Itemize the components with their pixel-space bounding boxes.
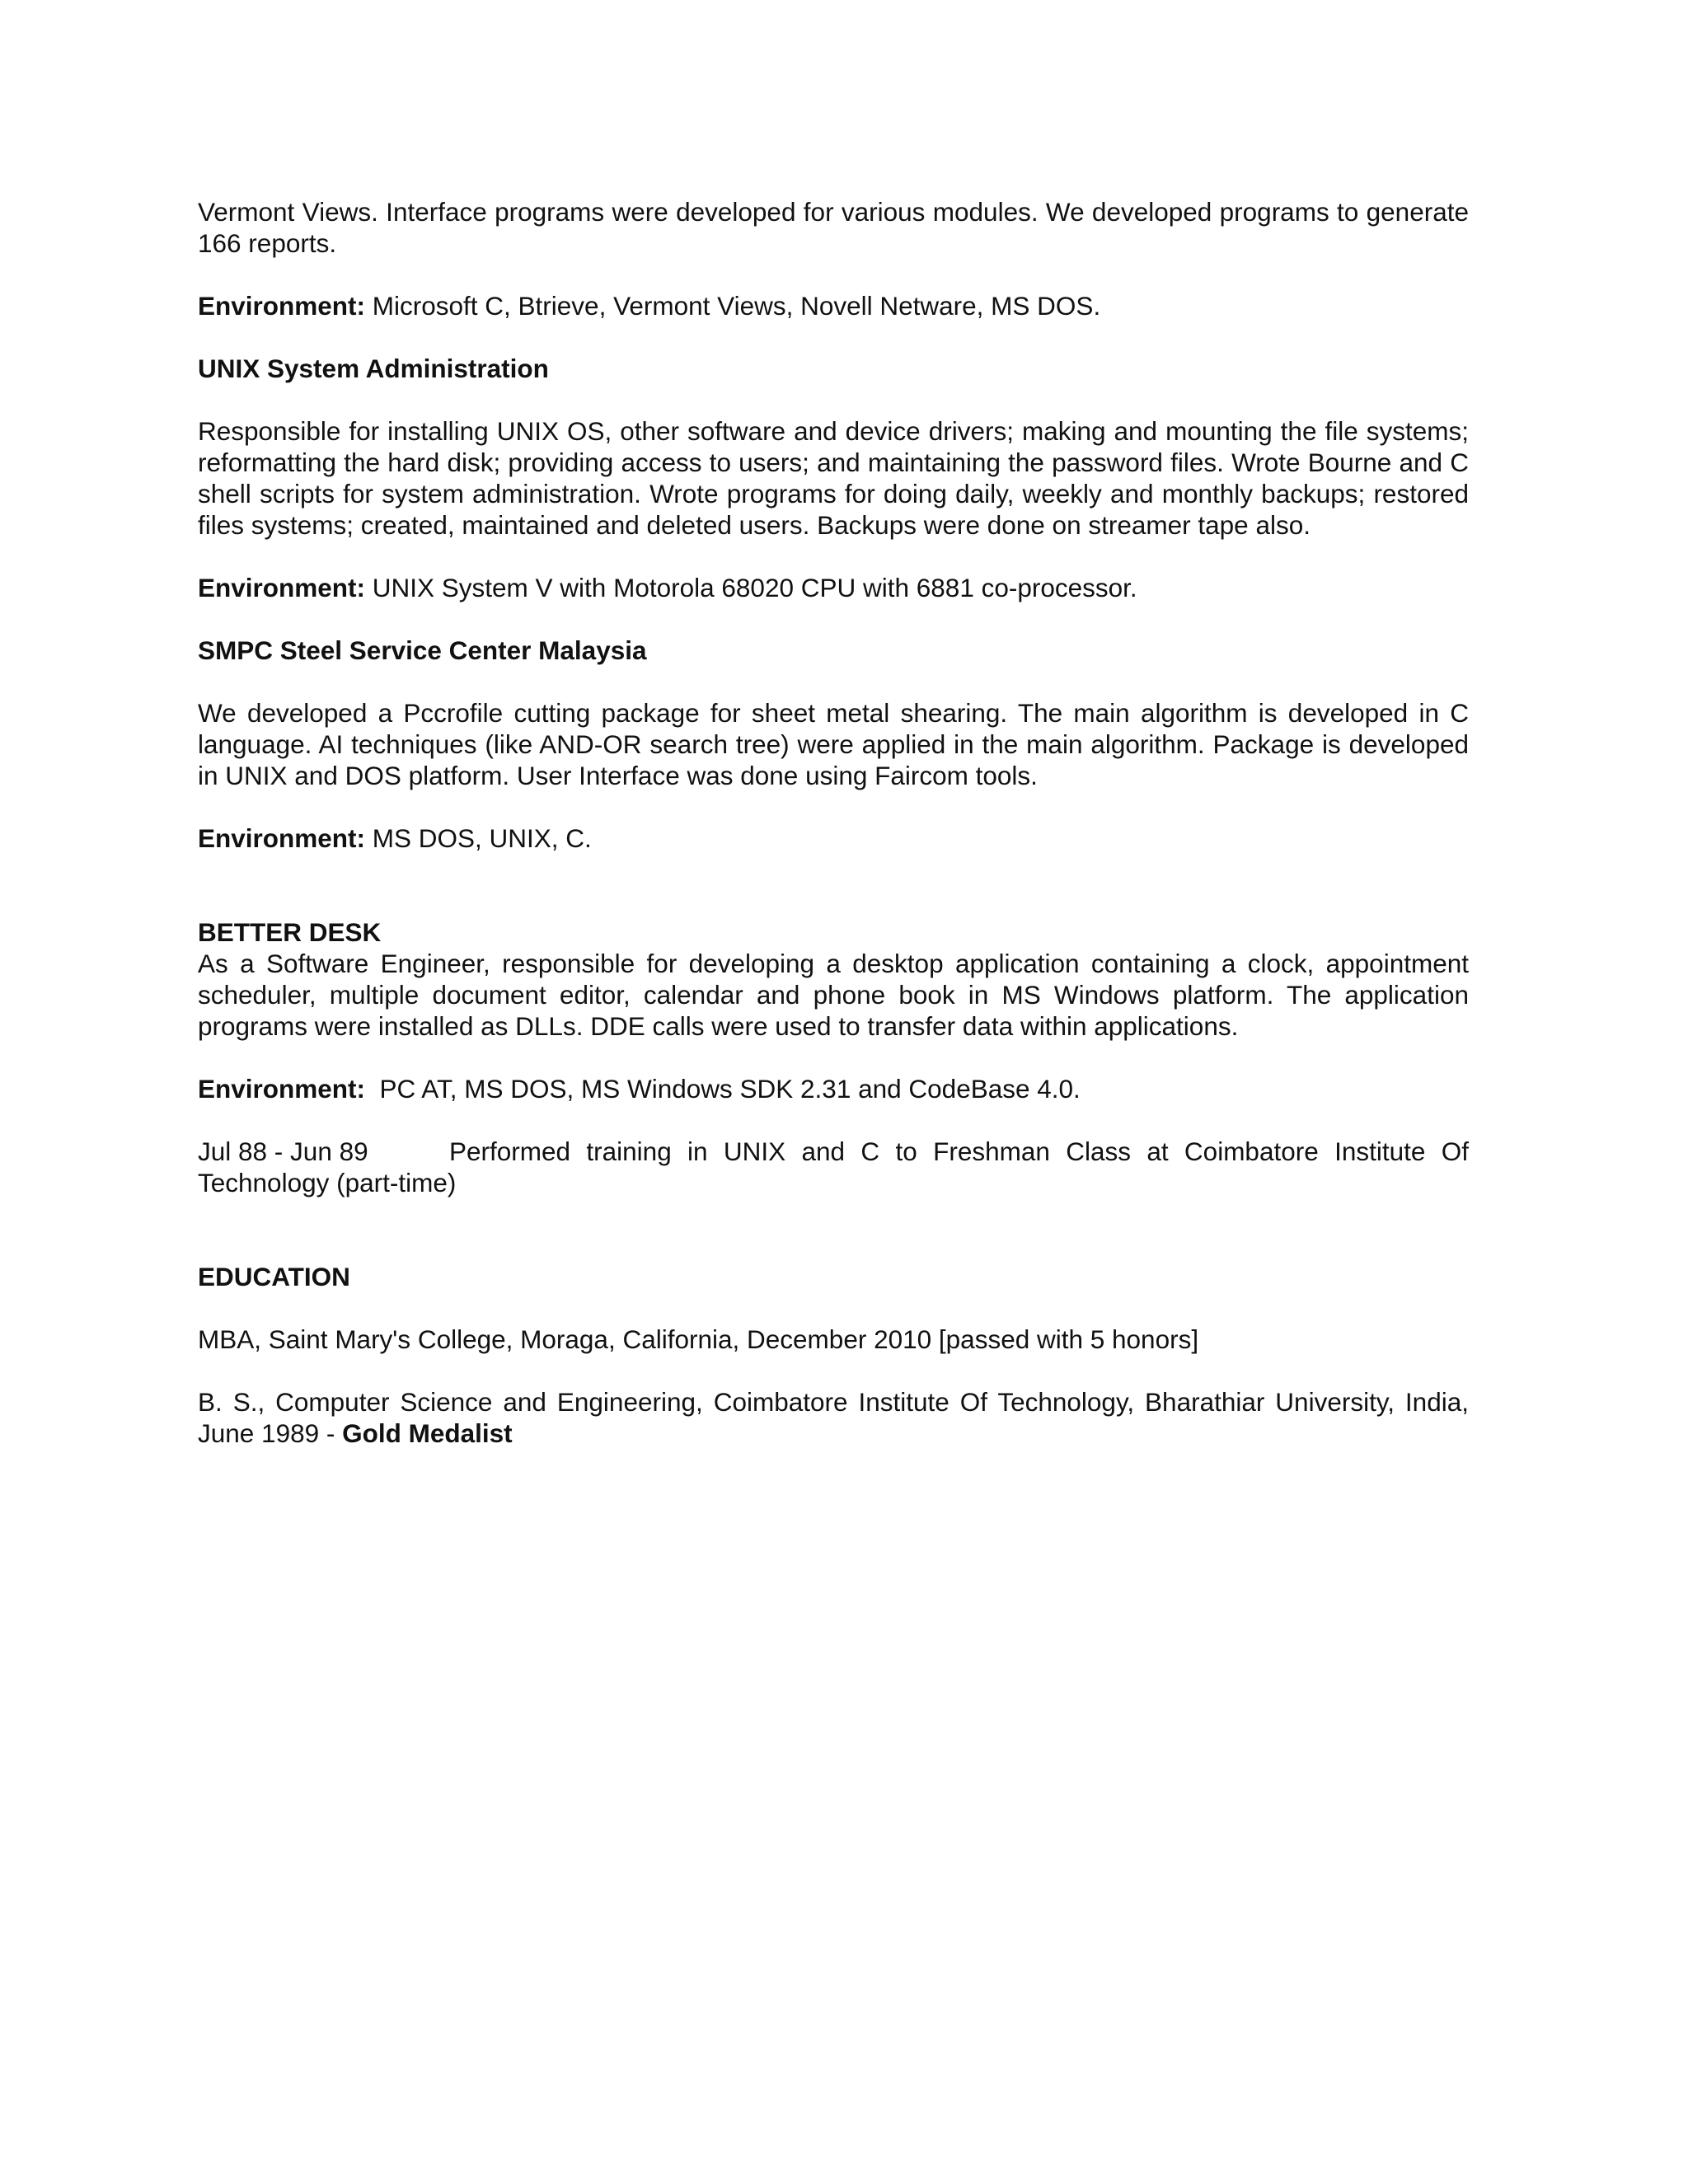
section-heading-better-desk: BETTER DESK: [198, 917, 382, 947]
section-heading-unix-admin: UNIX System Administration: [198, 354, 549, 383]
environment-label: Environment:: [198, 573, 366, 602]
training-entry: [198, 1136, 1469, 1198]
smpc-paragraph: We developed a Pccrofile cutting package for sheet metal shearing. The main algorithm is developed in C language. AI techniques (like AND-OR search tree) were applied in the main algorithm. Package is developed in UNIX and DOS platform. User Interface was done using Faircom tools.: [198, 698, 1469, 790]
education-bs: [198, 1386, 1469, 1449]
training-description: Performed training in UNIX and C to Freshman Class at Coimbatore Institute Of Technology (part-time): [198, 1137, 1469, 1197]
environment-line-4: [198, 1073, 1469, 1104]
intro-paragraph: Vermont Views. Interface programs were developed for various modules. We developed programs to generate 166 reports.: [198, 197, 1469, 258]
education-bs-award: Gold Medalist: [342, 1418, 513, 1448]
unix-admin-paragraph: Responsible for installing UNIX OS, other software and device drivers; making and mounting the file systems; reformatting the hard disk; providing access to users; and maintaining the password files. Wrote Bourne and C shell scripts for system administration. Wrote programs for doing daily, weekly and monthly backups; restored files systems; created, maintained and deleted users. Backups were done on streamer tape also.: [198, 416, 1469, 540]
environment-line-2: [198, 572, 1469, 603]
environment-value: UNIX System V with Motorola 68020 CPU with 6881 co-processor.: [365, 573, 1137, 602]
environment-line-3: [198, 823, 1469, 854]
section-heading-education: EDUCATION: [198, 1262, 350, 1291]
environment-value: Microsoft C, Btrieve, Vermont Views, Novell Netware, MS DOS.: [365, 291, 1101, 321]
resume-page: [198, 196, 1469, 1449]
education-mba: MBA, Saint Mary's College, Moraga, California, December 2010 [passed with 5 honors]: [198, 1324, 1199, 1354]
section-heading-smpc: SMPC Steel Service Center Malaysia: [198, 635, 647, 665]
better-desk-paragraph: As a Software Engineer, responsible for developing a desktop application containing a clock, appointment scheduler, multiple document editor, calendar and phone book in MS Windows platform. The application programs were installed as DLLs. DDE calls were used to transfer data within applications.: [198, 949, 1469, 1041]
education-bs-text: B. S., Computer Science and Engineering, Coimbatore Institute Of Technology, Bharathiar University, India, June 1989 -: [198, 1387, 1469, 1448]
environment-value: MS DOS, UNIX, C.: [365, 823, 592, 853]
environment-label: Environment:: [198, 823, 366, 853]
environment-label: Environment:: [198, 291, 366, 321]
environment-label: Environment:: [198, 1074, 366, 1104]
environment-line-1: [198, 290, 1469, 321]
training-dates: Jul 88 - Jun 89: [198, 1137, 368, 1166]
environment-value: PC AT, MS DOS, MS Windows SDK 2.31 and CodeBase 4.0.: [365, 1074, 1081, 1104]
